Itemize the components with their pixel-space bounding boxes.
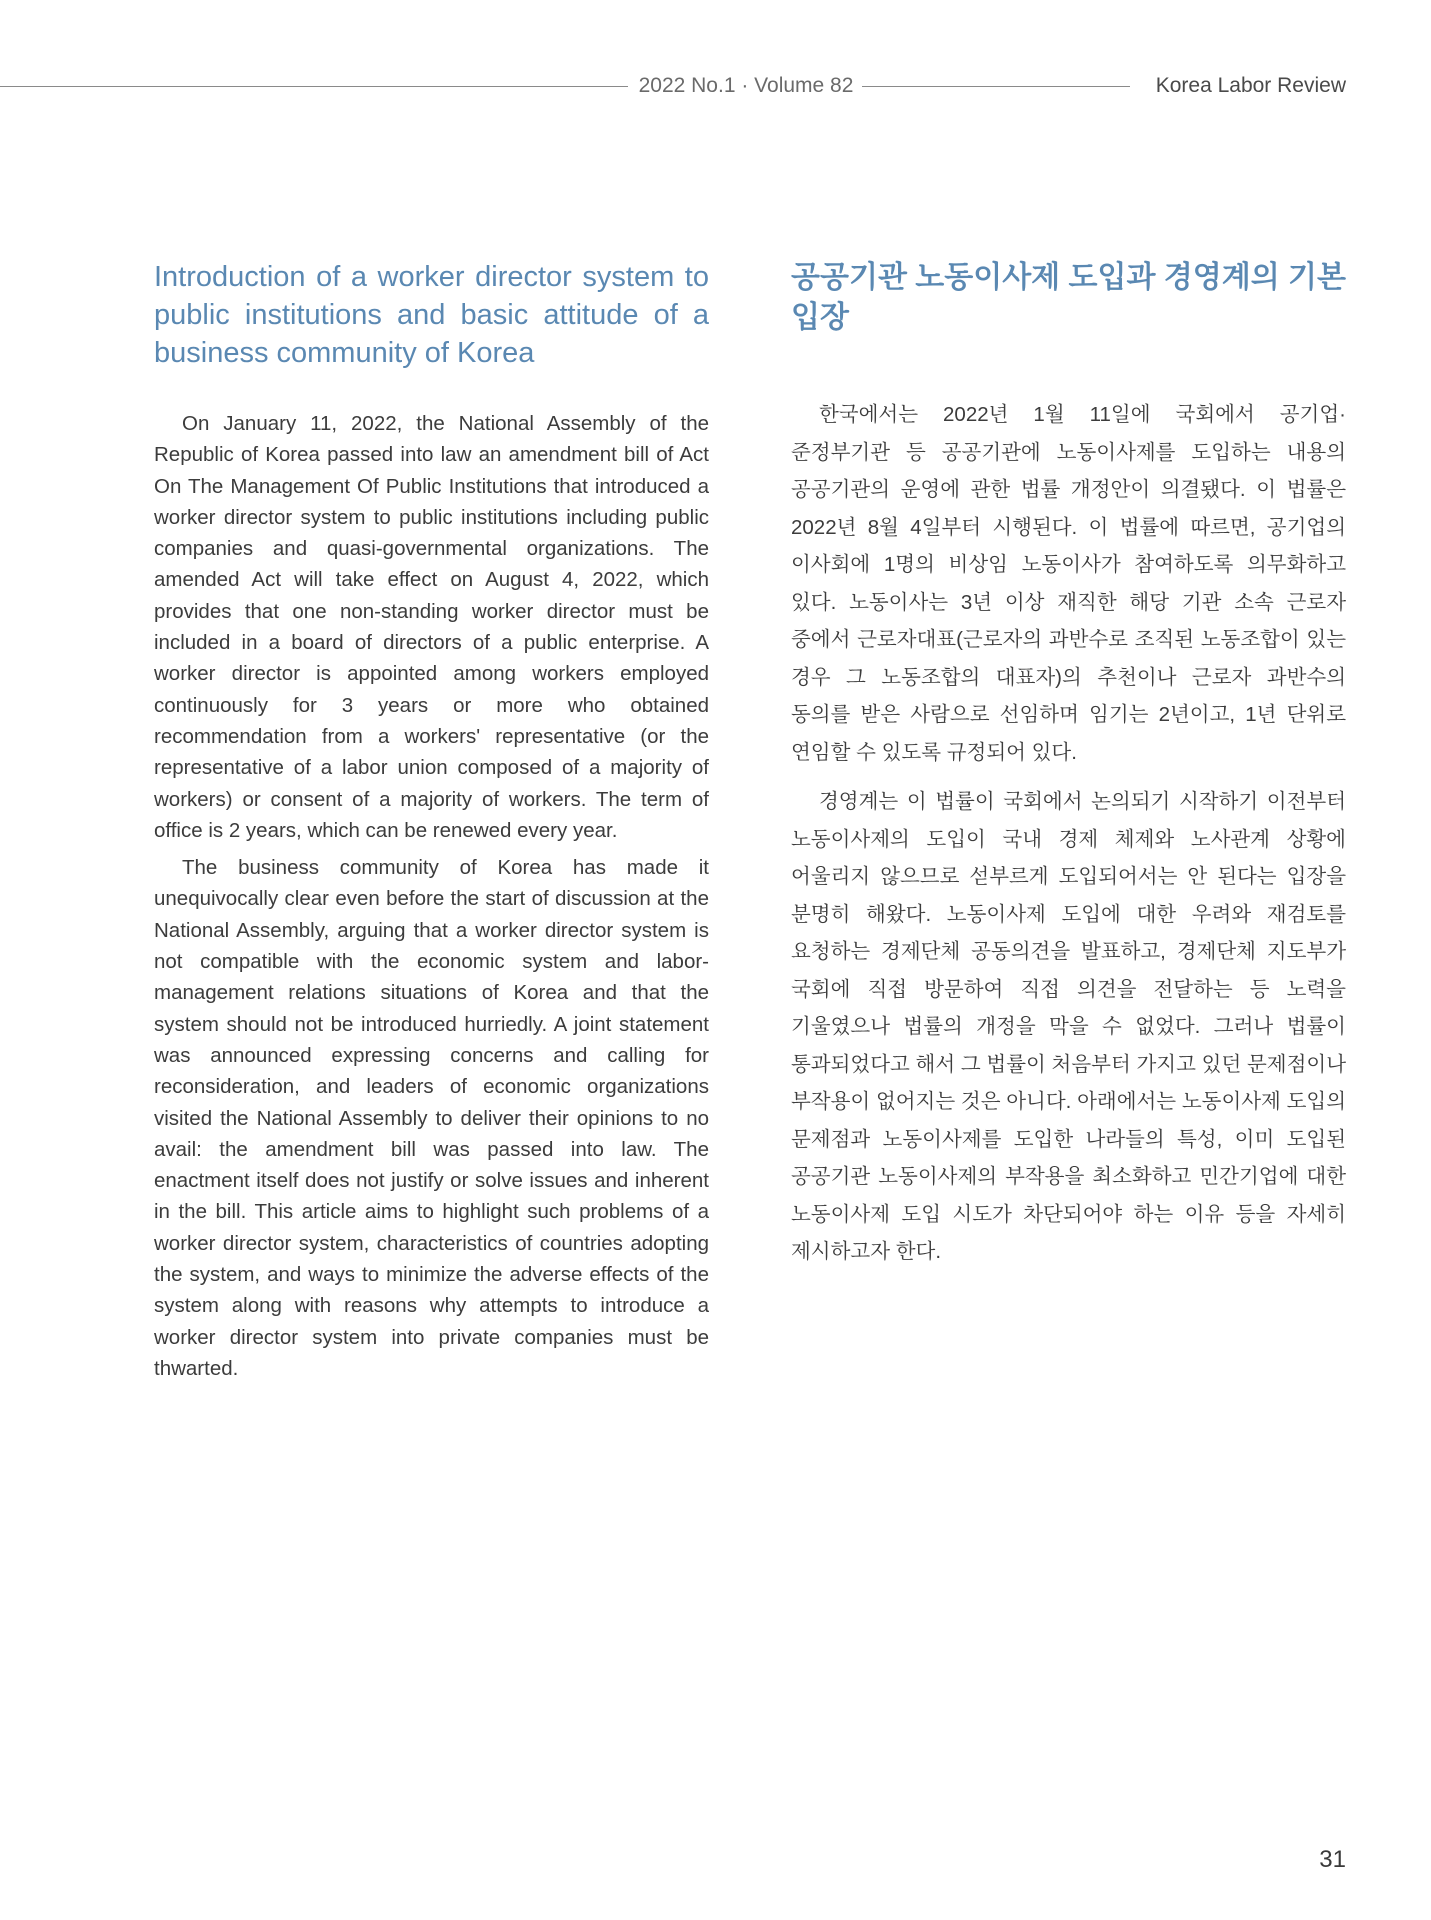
english-body <box>154 408 709 1384</box>
running-header <box>0 72 1346 102</box>
header-rule-middle <box>862 86 1130 87</box>
korean-column <box>791 258 1346 1283</box>
journal-name: Korea Labor Review <box>1155 74 1346 97</box>
english-section-title: Introduction of a worker director system to public institutions and basic attitude of a business community of Korea <box>154 261 709 369</box>
korean-section-title: 공공기관 노동이사제 도입과 경영계의 기본 입장 <box>791 261 1346 334</box>
korean-body <box>791 396 1346 1271</box>
issue-label: 2022 No.1 · Volume 82 <box>638 74 854 97</box>
page-number: 31 <box>1319 1846 1346 1873</box>
english-paragraph-2: The business community of Korea has made it unequivocally clear even before the start of discussion at the National Assembly, arguing that a worker director system is not compatible with the economic system and labor-management relations situations of Korea and that the system should not be introduced hurriedly. A joint statement was announced expressing concerns and calling for reconsideration, and leaders of economic organizations visited the National Assembly to deliver their opinions to no avail: the amendment bill was passed into law. The enactment itself does not justify or solve issues and inherent in the bill. This article aims to highlight such problems of a worker director system, characteristics of countries adopting the system, and ways to minimize the adverse effects of the system along with reasons why attempts to introduce a worker director system into private companies must be thwarted. <box>154 856 709 1380</box>
korean-paragraph-1: 한국에서는 2022년 1월 11일에 국회에서 공기업·준정부기관 등 공공기관에 노동이사제를 도입하는 내용의 공공기관의 운영에 관한 법률 개정안이 의결됐다. 이 법률은 2022년 8월 4일부터 시행된다. 이 법률에 따르면, 공기업의 이사회에 1명의 비상임 노동이사가 참여하도록 의무화하고 있다. 노동이사는 3년 이상 재직한 해당 기관 소속 근로자 중에서 근로자대표(근로자의 과반수로 조직된 노동조합이 있는 경우 그 노동조합의 대표자)의 추천이나 근로자 과반수의 동의를 받은 사람으로 선임하며 임기는 2년이고, 1년 단위로 연임할 수 있도록 규정되어 있다. <box>791 403 1346 764</box>
korean-paragraph-2: 경영계는 이 법률이 국회에서 논의되기 시작하기 이전부터 노동이사제의 도입이 국내 경제 체제와 노사관계 상황에 어울리지 않으므로 섣부르게 도입되어서는 안 된다는 입장을 분명히 해왔다. 노동이사제 도입에 대한 우려와 재검토를 요청하는 경제단체 공동의견을 발표하고, 경제단체 지도부가 국회에 직접 방문하여 직접 의견을 전달하는 등 노력을 기울였으나 법률의 개정을 막을 수 없었다. 그러나 법률이 통과되었다고 해서 그 법률이 처음부터 가지고 있던 문제점이나 부작용이 없어지는 것은 아니다. 아래에서는 노동이사제 도입의 문제점과 노동이사제를 도입한 나라들의 특성, 이미 도입된 공공기관 노동이사제의 부작용을 최소화하고 민간기업에 대한 노동이사제 도입 시도가 차단되어야 하는 이유 등을 자세히 제시하고자 한다. <box>791 790 1346 1263</box>
english-paragraph-1: On January 11, 2022, the National Assembly of the Republic of Korea passed into law an amendment bill of Act On The Management Of Public Institutions that introduced a worker director system to public institutions including public companies and quasi-governmental organizations. The amended Act will take effect on August 4, 2022, which provides that one non-standing worker director must be included in a board of directors of a public enterprise. A worker director is appointed among workers employed continuously for 3 years or more who obtained recommendation from a workers' representative (or the representative of a labor union composed of a majority of workers) or consent of a majority of workers. The term of office is 2 years, which can be renewed every year. <box>154 412 709 842</box>
header-rule-left <box>0 86 628 87</box>
english-column <box>154 258 709 1390</box>
